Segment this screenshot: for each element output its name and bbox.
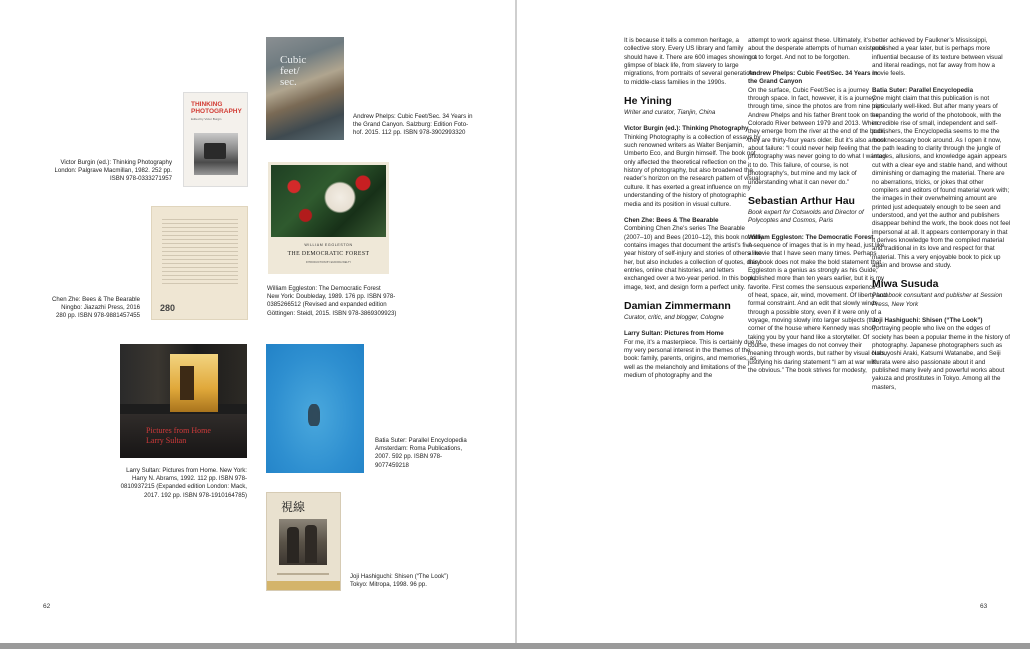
caption-thinking-photography [32, 159, 172, 184]
caption-shisen [350, 573, 490, 589]
caption-line: Joji Hashiguchi: Shisen (“The Look”) [350, 573, 449, 580]
entry-body: For me, it’s a masterpiece. This is certainly due to my very personal interest in the themes of the book: family, parents, origins, and memories, as well as the melancholy and limitations of the medium of photography and the [624, 338, 762, 379]
caption-line: 2017. 192 pp. ISBN 978-1910164785) [144, 491, 247, 499]
caption-line: Larry Sultan: Pictures from Home. New York: [126, 467, 247, 474]
cover-title-line: THINKING [191, 101, 223, 108]
cover-subtitle: Edited by Victor Burgin [191, 117, 222, 121]
cover-bees-bearable [151, 206, 248, 320]
entry-body: On the surface, Cubic Feet/Sec is a journey through space. In fact, however, it is a journey through time, since the photos are from nine trips Andrew Phelps and his father Brent took on the Colorado River between 1979 and 2013. When they emerge from the river at the end of the book, they are thirty-four years older. But it’s also a book about failure: “I could never help feeling that photography was never going to do what I wanted it to do. This failure, of course, is not photography’s, but mine and my lack of understanding what it can never do.” [748, 86, 887, 186]
caption-line: 9077459218 [375, 461, 409, 469]
caption-line: Ningbo: Jiazazhi Press, 2016 [61, 304, 140, 312]
caption-line: ISBN 978-0333271957 [109, 175, 172, 183]
paragraph: It is because it tells a common heritage, a collective story. Every US library and family should have it. There are 600 images showing a glimpse of black life, from slavery to large migrations, from portraits of several generations to middle-class families in the 1990s. [624, 37, 757, 86]
caption-line: the Grand Canyon. Salzburg: Edition Foto- [353, 121, 469, 129]
entry-title: Andrew Phelps: Cubic Feet/Sec. 34 Years in the Grand Canyon [748, 70, 878, 86]
paragraph: attempt to work against these. Ultimately, it’s about the desperate attempts of human existence not to forget. And not to be forgotten. [748, 37, 886, 61]
cover-thinking-photography [183, 92, 248, 187]
cover-author: WILLIAM EGGLESTON [304, 243, 353, 247]
entry [872, 87, 1011, 271]
left-page [0, 0, 515, 643]
caption-line: Tokyo: Mitropa, 1998. 96 pp. [350, 581, 427, 589]
entry-title: William Eggleston: The Democratic Forest [748, 233, 874, 241]
caption-line: London: Palgrave Macmillan, 1982. 252 pp. [54, 167, 172, 175]
caption-parallel-encyclopedia [375, 437, 495, 470]
cover-title: Pictures from Home [146, 426, 211, 435]
reviewer-role: Photobook consultant and publisher at Session Press, New York [872, 292, 1003, 308]
caption-line: Chen Zhe: Bees & The Bearable [52, 296, 140, 303]
page-number-right: 63 [980, 603, 988, 610]
entry [872, 317, 1011, 392]
paragraph: better achieved by Faulkner’s Mississippi, published a year later, but is perhaps more influential because of its texture between visual and literal readings, not far away from how a movie feels. [872, 37, 1003, 78]
caption-democratic-forest [267, 285, 447, 318]
cover-title-line: feet/ [280, 65, 300, 77]
entry-title: Batia Suter: Parallel Encyclopedia [872, 86, 974, 94]
caption-bees-bearable [20, 296, 140, 321]
entry-title: Larry Sultan: Pictures from Home [624, 330, 724, 338]
entry-title: Joji Hashiguchi: Shisen (“The Look”) [872, 316, 983, 324]
cover-number: 280 [160, 303, 176, 313]
caption-line: Harry N. Abrams, 1992. 112 pp. ISBN 978- [131, 475, 247, 483]
cover-parallel-encyclopedia [266, 344, 364, 473]
caption-cubic-feet [353, 113, 483, 138]
entry-body: Combining Chen Zhe’s series The Bearable (2007–10) and Bees (2010–12), this book not only contains images that document the artist’s five-year history of self-injury and stories of others like her, but also includes a collection of quotes, diary entries, online chat histories, and letters exchanged over a two-year period. In this book, image, text, and design form a perfect unity. [624, 225, 763, 291]
reviewer-role: Book expert for Cotswolds and Director of Polycoptes and Cosmos, Paris [748, 208, 864, 225]
caption-line: 0810937215 (Expanded edition London: Mack, [120, 483, 247, 491]
entry [748, 70, 887, 187]
reviewer-role: Curator, critic, and blogger, Cologne [624, 313, 724, 321]
caption-line: 280 pp. ISBN 978-9881457455 [55, 312, 140, 320]
entry-body: One might claim that this publication is not particularly well-liked. But after many years of expanding the world of the photobook, with the incredible rise of small, independent and self-publishers, the Encyclopedia seems to me the most necessary book around. As I open it now, the path leading to clarity through the jungle of images, allusions, and knowledge again appears cut with a clear eye and stable hand, and without diminishing or damaging the material. There are no aberrations, tricks, or jokes that other compilers and editors of found material work with; the images in their overwhelming amount are printed just adequately enough to be seen and understood, and yet the author and publishers disappear behind the work, the book does not feel impersonal at all. It appears contemporary in that it derives knowledge from the compiled material and traditional in its love and respect for that material. This a very enjoyable book to pick up again and browse and study. [872, 95, 1011, 269]
caption-line: Andrew Phelps: Cubic Feet/Sec. 34 Years in [353, 113, 473, 120]
bottom-bar [0, 643, 1030, 649]
caption-line: William Eggleston: The Democratic Forest [267, 285, 381, 292]
caption-line: Göttingen: Steidl, 2015. ISBN 978-3869309923) [267, 309, 397, 317]
cover-title-line: PHOTOGRAPHY [191, 108, 242, 115]
cover-title-line: sec. [280, 76, 297, 88]
entry [624, 330, 763, 380]
caption-line: Victor Burgin (ed.): Thinking Photography [60, 159, 172, 166]
cover-title: THE DEMOCRATIC FOREST [287, 251, 370, 257]
page-number-left: 62 [43, 603, 51, 610]
caption-pictures-from-home [92, 467, 247, 500]
entry-body: Thinking Photography is a collection of essays by such renowned writers as Walter Benjamin, Umberto Eco, and Burgin himself. The book not only affected the theoretical reflection on the history of photography, but also broadened the reader’s horizon on the research pattern of visual culture. It has exerted a great influence on my understanding of the history of photographic media and its position in visual culture. [624, 133, 761, 208]
entry-title: Chen Zhe: Bees & The Bearable [624, 216, 719, 224]
entry-body: A sequence of images that is in my head, just like a movie that I have seen many times. Perhaps this book does not make the bold statement that Eggleston is a genius as strongly as his Guide, published more than ten years earlier, but it is my favorite. First comes the sensuous experience – of heat, space, air, wind, movement. Of liberty and formal constraint. And an edit that slowly winds through a possible story, even if it were only of a voyage, moving slowly into larger subjects (the corner of the house where Kennedy was shot), taking you by your hand like a storyteller. Of course, these images do not convey their meaning through words, but rather by visual cues, justifying his daring statement “I am at war with the obvious.” The book strives for modesty, [748, 241, 887, 375]
cover-pictures-from-home [120, 344, 247, 458]
cover-cubic-feet [266, 37, 344, 140]
caption-line: New York: Doubleday, 1989. 176 pp. ISBN 978- [267, 293, 396, 301]
caption-line: hof. 2015. 112 pp. ISBN 978-3902993320 [353, 129, 466, 137]
reviewer-name: Sebastian Arthur Hau [748, 194, 855, 207]
caption-line: 2007. 592 pp. ISBN 978- [375, 453, 443, 461]
entry [748, 234, 887, 376]
entry-body: Portraying people who live on the edges of society has been a popular theme in the history of photography. Japanese photographers such as Nobuyoshi Araki, Katsumi Watanabe, and Seiji Kurata were also passionate about it and published many lively and powerful works about yakuza and prostitutes in Tokyo. Among all the masters, [872, 325, 1010, 391]
cover-author: Larry Sultan [146, 436, 187, 445]
cover-title: 視線 [281, 500, 306, 514]
text-column-3 [872, 37, 1011, 400]
reviewer-name: He Yining [624, 95, 672, 108]
right-page [517, 0, 1030, 643]
text-column-1 [624, 37, 763, 388]
entry [624, 217, 763, 292]
reviewer-name: Damian Zimmermann [624, 299, 731, 312]
caption-line: Amsterdam: Roma Publications, [375, 445, 463, 453]
reviewer-role: Writer and curator, Tianjin, China [624, 109, 716, 117]
caption-line: Batia Suter: Parallel Encyclopedia [375, 437, 467, 444]
entry-title: Victor Burgin (ed.): Thinking Photography [624, 125, 749, 133]
cover-shisen [266, 492, 341, 591]
cover-title-line: Cubic [280, 54, 307, 66]
caption-line: 0385266512 (Revised and expanded edition [267, 301, 387, 309]
reviewer-name: Miwa Susuda [872, 278, 939, 291]
cover-democratic-forest [268, 162, 389, 274]
text-column-2 [748, 37, 887, 383]
entry [624, 125, 763, 208]
cover-subtitle: INTRODUCTION BY EUDORA WELTY [305, 261, 352, 264]
